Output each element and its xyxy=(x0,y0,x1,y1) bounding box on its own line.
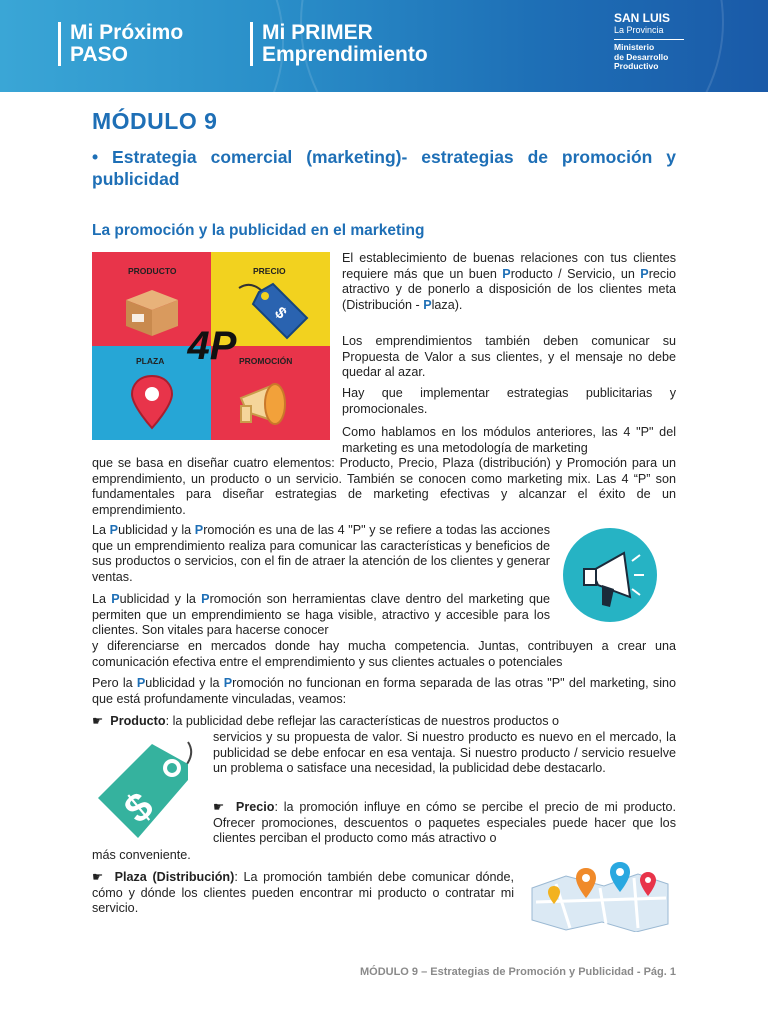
green-price-tag-icon xyxy=(92,734,204,844)
paragraph-publicity-definition xyxy=(92,523,550,585)
bullet-plaza-title: Plaza (Distribución) xyxy=(114,870,235,884)
module-title: MÓDULO 9 xyxy=(92,108,218,134)
svg-text:$: $ xyxy=(116,783,162,832)
p5-text-a: La xyxy=(92,523,110,537)
pointing-hand-icon: ☛ xyxy=(92,714,104,728)
paragraph-4p-body: que se basa en diseñar cuatro elementos: Producto, Precio, Plaza (distribución) y Promoción para un emprendimiento, un producto o un servicio. También se conocen como marketing mix. Las 4 “P” son fundamentales para diseñar estrategias de marketing efectivas y alcanzar el éxito de un emprendimiento. xyxy=(92,456,676,517)
header-banner xyxy=(0,0,768,92)
megaphone-circle-icon xyxy=(562,527,658,623)
bullet-producto-title: Producto xyxy=(110,714,166,728)
gov-ministry-3: Productivo xyxy=(614,61,659,71)
bullet-precio-text: : la promoción influye en cómo se percibe el precio de mi producto. Ofrecer promociones, descuentos o paquetes especiales puede hacer que los clientes perciban el producto como más atractivo o xyxy=(213,800,676,846)
brand2-line1: Mi PRIMER xyxy=(262,21,373,44)
p5-letter-p: P xyxy=(109,523,119,537)
p1-text-g: laza). xyxy=(431,297,463,312)
brand2-line2: Emprendimiento xyxy=(262,43,428,66)
p1-letter-p: P xyxy=(502,266,511,281)
svg-text:$: $ xyxy=(271,304,290,323)
label-precio: PRECIO xyxy=(253,266,286,276)
label-plaza: PLAZA xyxy=(136,356,165,366)
p5-text-e: romoción es una de las 4 "P" y se refiere a todas las acciones que un emprendimiento realiza para comunicar las características y beneficios de sus productos o servicios, con el fin de atraer la atención de los clientes y generar ventas. xyxy=(92,523,550,584)
p1-letter-p: P xyxy=(423,297,432,312)
paragraph-value-proposition: Los emprendimientos también deben comunicar su Propuesta de Valor a sus clientes, y el mensaje no debe quedar al azar. xyxy=(342,334,676,380)
p5-text-c: ublicidad y la xyxy=(118,523,195,537)
pointing-hand-icon: ☛ xyxy=(213,800,225,814)
brand-separator xyxy=(58,22,61,66)
paragraph-key-tools-cont: y diferenciarse en mercados donde hay mucha competencia. Juntas, contribuyen a crear una comunicación efectiva entre el emprendimiento y sus clientes actuales o potenciales xyxy=(92,639,676,669)
bullet-producto-cont: servicios y su propuesta de valor. Si nuestro producto es nuevo en el mercado, la publicidad se debe enfocar en esa ventaja. Si nuestro producto / servicio resuelve un problema o satisface una necesidad, la publicidad debe destacarlo. xyxy=(213,730,676,776)
p6-letter-p: P xyxy=(201,592,210,606)
module-subtitle: • Estrategia comercial (marketing)- estrategias de promoción y publicidad xyxy=(92,147,676,189)
paragraph-relations xyxy=(342,251,676,313)
gov-divider xyxy=(614,39,684,40)
brand-mi-primer-emprendimiento xyxy=(262,22,428,66)
p6-letter-p: P xyxy=(111,592,120,606)
label-producto: PRODUCTO xyxy=(128,266,177,276)
paragraph-strategies: Hay que implementar estrategias publicitarias y promocionales. xyxy=(342,386,676,416)
bullet-plaza xyxy=(92,870,514,917)
p7-letter-p: P xyxy=(223,676,233,690)
p6-text-a: La xyxy=(92,592,112,606)
four-p-center: 4P xyxy=(187,324,237,368)
bullet-producto-text: : la publicidad debe reflejar las características de nuestros productos o xyxy=(165,714,559,728)
map-pins-image xyxy=(526,858,674,932)
bullet-precio-cont: más conveniente. xyxy=(92,848,191,862)
p5-letter-p: P xyxy=(194,523,204,537)
government-logo xyxy=(614,12,704,72)
page-footer: MÓDULO 9 – Estrategias de Promoción y Publicidad - Pág. 1 xyxy=(359,966,676,978)
p1-text-c: roducto / Servicio, un xyxy=(510,266,641,281)
bullet-producto xyxy=(92,714,676,730)
p1-text-e: recio atractivo y de ponerlo a disposición de los clientes meta (Distribución - xyxy=(342,266,676,312)
p7-letter-p: P xyxy=(136,676,146,690)
section-title: La promoción y la publicidad en el marketing xyxy=(92,222,425,239)
paragraph-key-tools xyxy=(92,592,550,639)
pointing-hand-icon: ☛ xyxy=(92,870,104,884)
paragraph-4p-intro: Como hablamos en los módulos anteriores, las 4 "P" del marketing es una metodología de marketing xyxy=(342,425,676,455)
bullet-precio-title: Precio xyxy=(235,800,275,814)
bullet-plaza-text: : La promoción también debe comunicar dónde, cómo y dónde los clientes pueden encontrar mi producto o contratar mi servicio. xyxy=(92,870,514,916)
brand-separator xyxy=(250,22,253,66)
label-promocion: PROMOCIÓN xyxy=(239,356,293,366)
gov-ministry-1: Ministerio xyxy=(614,42,655,52)
p7-text-c: ublicidad y la xyxy=(145,676,224,690)
brand-mi-proximo-paso xyxy=(70,22,183,66)
gov-ministry-2: de Desarrollo xyxy=(614,51,669,62)
p7-text-a: Pero la xyxy=(92,676,137,690)
four-p-figure xyxy=(92,252,330,440)
p6-text-e: romoción son herramientas clave dentro del marketing que permiten que un emprendimiento se haga visible, atractivo y accesible para los clientes. Son vitales para hacerse conocer xyxy=(92,592,551,638)
bullet-precio xyxy=(213,800,676,847)
p6-text-c: ublicidad y la xyxy=(119,592,202,606)
brand1-line2: PASO xyxy=(70,43,128,66)
p1-text-a: El establecimiento de buenas relaciones con tus clientes requiere más que un buen xyxy=(342,251,676,281)
gov-province: SAN LUIS xyxy=(614,11,671,25)
p7-text-e: romoción no funcionan en forma separada de las otras "P" del marketing, sino que está profundamente vinculadas, veamos: xyxy=(92,676,676,706)
paragraph-linked-p xyxy=(92,676,676,707)
p1-letter-p: P xyxy=(640,266,649,281)
brand1-line1: Mi Próximo xyxy=(70,21,184,44)
gov-province-sub: La Provincia xyxy=(614,25,664,35)
